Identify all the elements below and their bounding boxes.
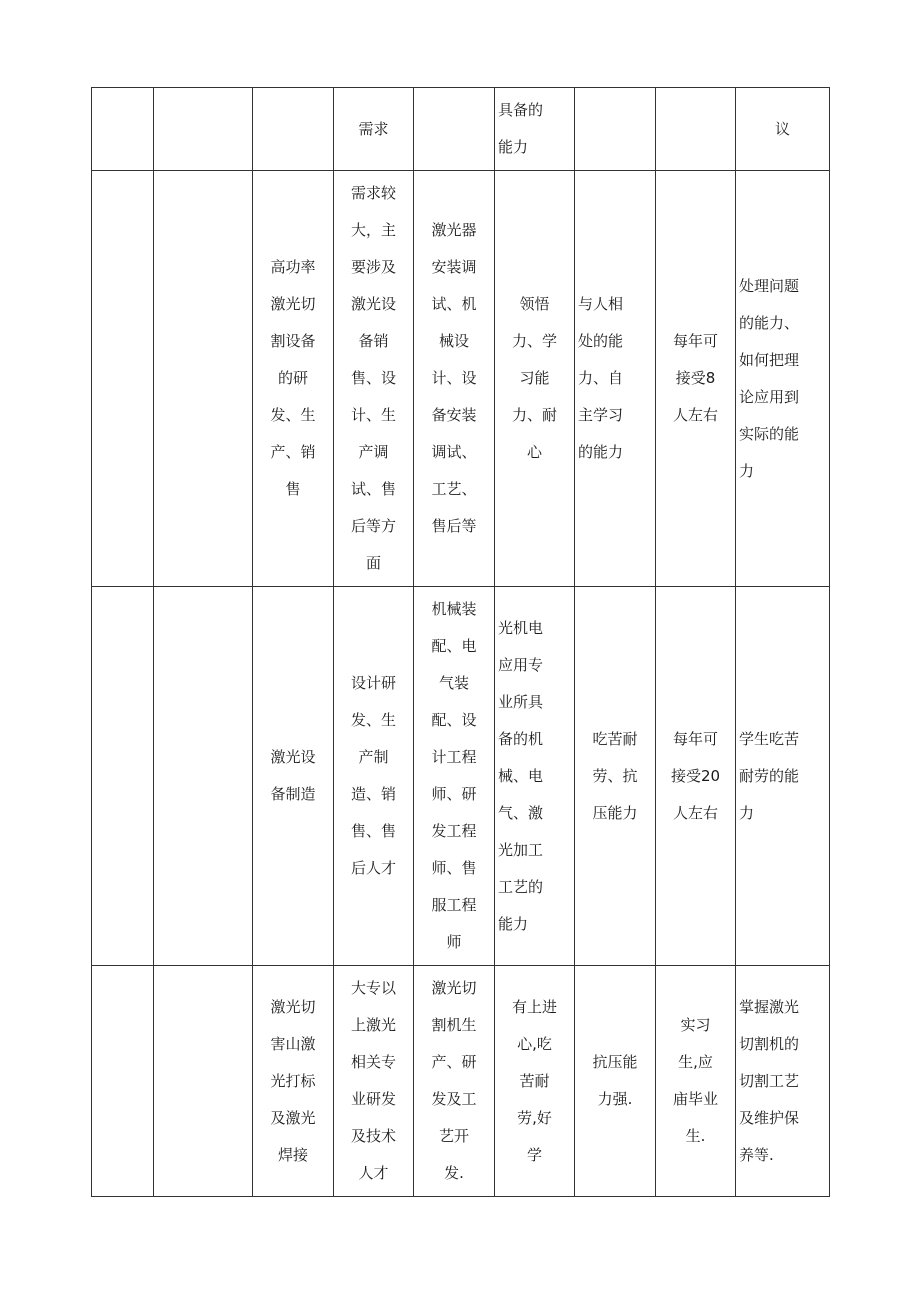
table-cell: 激光器 安装调 试、机 械设 计、设 备安装 调试、 工艺、 售后等 — [414, 171, 495, 587]
table-cell: 机械装 配、电 气装 配、设 计工程 师、研 发工程 师、售 服工程 师 — [414, 587, 495, 966]
table-row — [92, 587, 830, 966]
table-cell: 激光切 害山激 光打标 及激光 焊接 — [253, 966, 334, 1197]
table-cell: 高功率 激光切 割设备 的研 发、生 产、销 售 — [253, 171, 334, 587]
table-cell: 具备的 能力 — [495, 88, 575, 171]
table-cell: 激光切 割机生 产、研 发及工 艺开 发. — [414, 966, 495, 1197]
table-row — [92, 171, 830, 587]
table-cell — [656, 88, 736, 171]
table-cell — [154, 966, 253, 1197]
table-cell — [414, 88, 495, 171]
table-cell: 处理问题 的能力、 如何把理 论应用到 实际的能 力 — [736, 171, 830, 587]
table-cell — [92, 587, 154, 966]
table-cell — [154, 587, 253, 966]
table-cell: 设计研 发、生 产制 造、销 售、售 后人才 — [334, 587, 414, 966]
table-cell — [154, 88, 253, 171]
table-cell: 光机电 应用专 业所具 备的机 械、电 气、激 光加工 工艺的 能力 — [495, 587, 575, 966]
table-cell: 掌握激光 切割机的 切割工艺 及维护保 养等. — [736, 966, 830, 1197]
table-cell — [92, 171, 154, 587]
table-cell: 需求较 大，主 要涉及 激光设 备销 售、设 计、生 产调 试、售 后等方 面 — [334, 171, 414, 587]
table-cell: 需求 — [334, 88, 414, 171]
table-cell: 有上进 心,吃 苦耐 劳,好 学 — [495, 966, 575, 1197]
requirements-table — [91, 87, 830, 1197]
table-cell: 吃苦耐 劳、抗 压能力 — [575, 587, 656, 966]
table-cell — [92, 88, 154, 171]
table-cell: 实习 生,应 庙毕业 生. — [656, 966, 736, 1197]
table-cell: 每年可 接受20 人左右 — [656, 587, 736, 966]
table-cell: 抗压能 力强. — [575, 966, 656, 1197]
table-cell: 议 — [736, 88, 830, 171]
table-row — [92, 966, 830, 1197]
table-cell — [92, 966, 154, 1197]
table-cell — [575, 88, 656, 171]
table-cell: 领悟 力、学 习能 力、耐 心 — [495, 171, 575, 587]
table-cell — [253, 88, 334, 171]
table-cell: 与人相 处的能 力、自 主学习 的能力 — [575, 171, 656, 587]
table-cell: 学生吃苦 耐劳的能 力 — [736, 587, 830, 966]
table-row — [92, 88, 830, 171]
table-cell: 大专以 上激光 相关专 业研发 及技术 人才 — [334, 966, 414, 1197]
table-cell: 激光设 备制造 — [253, 587, 334, 966]
table-cell — [154, 171, 253, 587]
table-cell: 每年可 接受8 人左右 — [656, 171, 736, 587]
